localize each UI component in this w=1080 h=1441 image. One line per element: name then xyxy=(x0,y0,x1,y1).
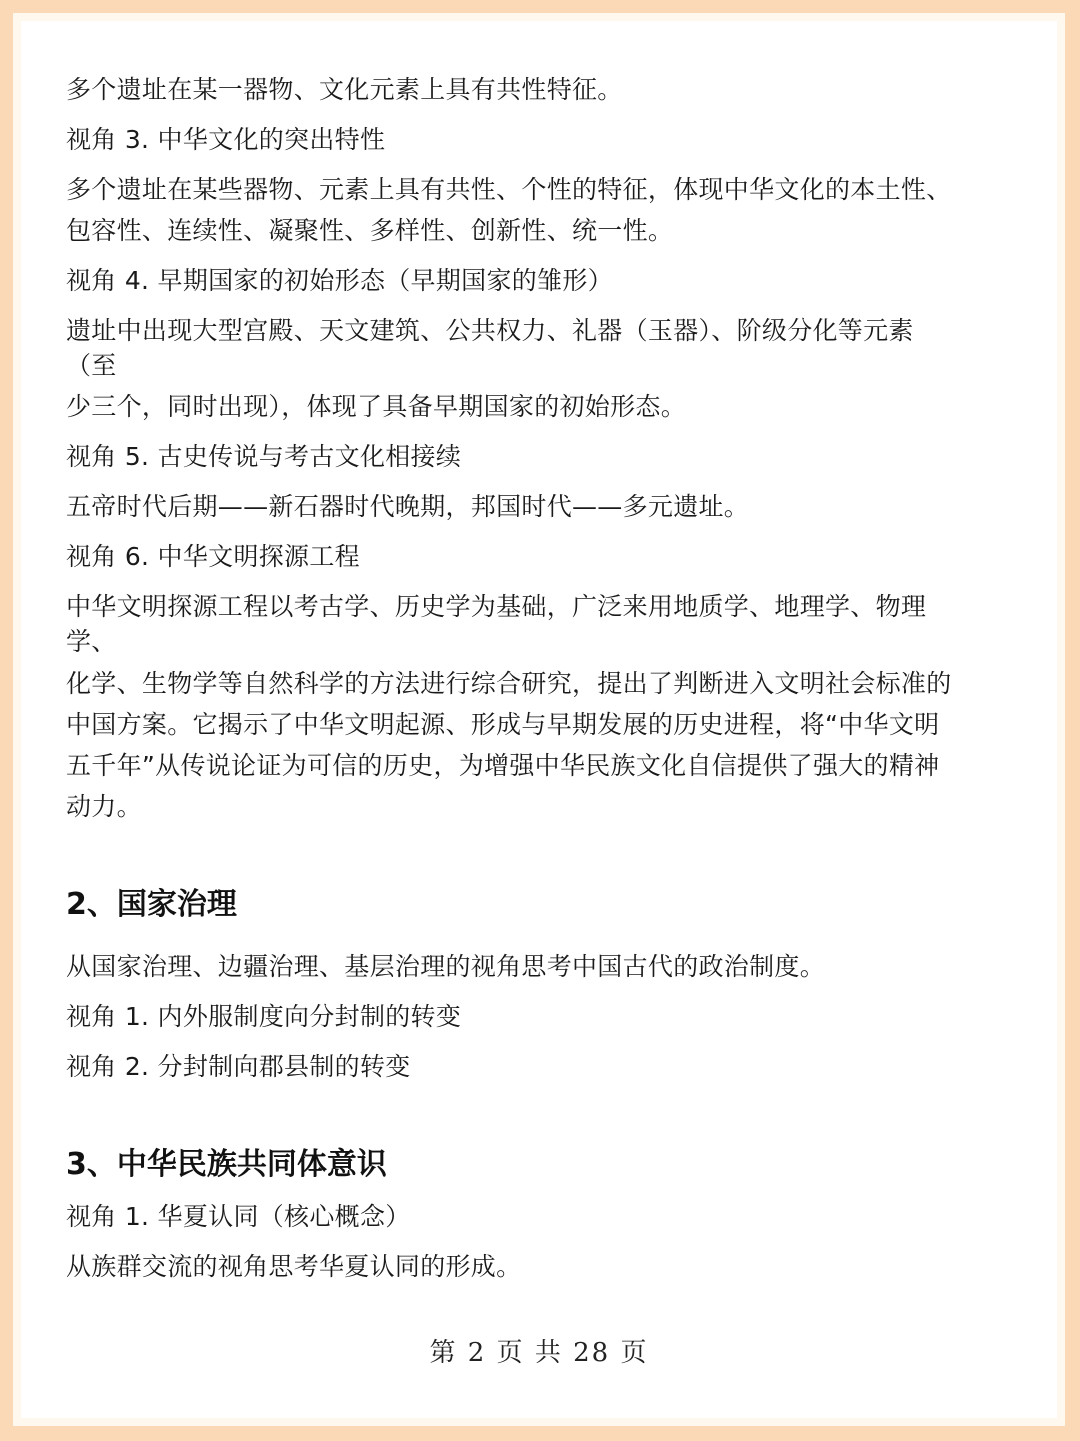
paragraph-line: （至 xyxy=(66,351,117,380)
paragraph-line: 多个遗址在某些器物、元素上具有共性、个性的特征，体现中华文化的本土性、 xyxy=(66,175,952,204)
perspective-heading: 视角 2. 分封制向郡县制的转变 xyxy=(66,1052,411,1081)
paragraph-line: 多个遗址在某一器物、文化元素上具有共性特征。 xyxy=(66,75,623,104)
paragraph-line: 遗址中出现大型宫殿、天文建筑、公共权力、礼器（玉器）、阶级分化等元素 xyxy=(66,316,914,345)
perspective-heading: 视角 3. 中华文化的突出特性 xyxy=(66,125,386,154)
perspective-heading: 视角 5. 古史传说与考古文化相接续 xyxy=(66,442,462,471)
perspective-heading: 视角 1. 华夏认同（核心概念） xyxy=(66,1202,411,1231)
paragraph-line: 五千年”从传说论证为可信的历史，为增强中华民族文化自信提供了强大的精神 xyxy=(66,751,940,780)
section-heading: 2、国家治理 xyxy=(66,887,237,922)
paragraph-line: 从国家治理、边疆治理、基层治理的视角思考中国古代的政治制度。 xyxy=(66,952,826,981)
perspective-heading: 视角 1. 内外服制度向分封制的转变 xyxy=(66,1002,462,1031)
document-page xyxy=(21,21,1057,1418)
paragraph-line: 动力。 xyxy=(66,792,142,821)
perspective-heading: 视角 4. 早期国家的初始形态（早期国家的雏形） xyxy=(66,266,613,295)
section-heading: 3、中华民族共同体意识 xyxy=(66,1147,387,1182)
page-border-frame xyxy=(13,13,1065,1426)
perspective-heading: 视角 6. 中华文明探源工程 xyxy=(66,542,360,571)
paragraph-line: 学、 xyxy=(66,627,117,656)
paragraph-line: 中国方案。它揭示了中华文明起源、形成与早期发展的历史进程，将“中华文明 xyxy=(66,710,940,739)
paragraph-line: 少三个，同时出现），体现了具备早期国家的初始形态。 xyxy=(66,392,687,421)
paragraph-line: 中华文明探源工程以考古学、历史学为基础，广泛来用地质学、地理学、物理 xyxy=(66,592,927,621)
paragraph-line: 化学、生物学等自然科学的方法进行综合研究，提出了判断进入文明社会标准的 xyxy=(66,669,952,698)
paragraph-line: 从族群交流的视角思考华夏认同的形成。 xyxy=(66,1252,522,1281)
paragraph-line: 包容性、连续性、凝聚性、多样性、创新性、统一性。 xyxy=(66,216,674,245)
page-number-footer: 第 2 页 共 28 页 xyxy=(429,1338,649,1368)
paragraph-line: 五帝时代后期——新石器时代晚期，邦国时代——多元遗址。 xyxy=(66,492,750,521)
